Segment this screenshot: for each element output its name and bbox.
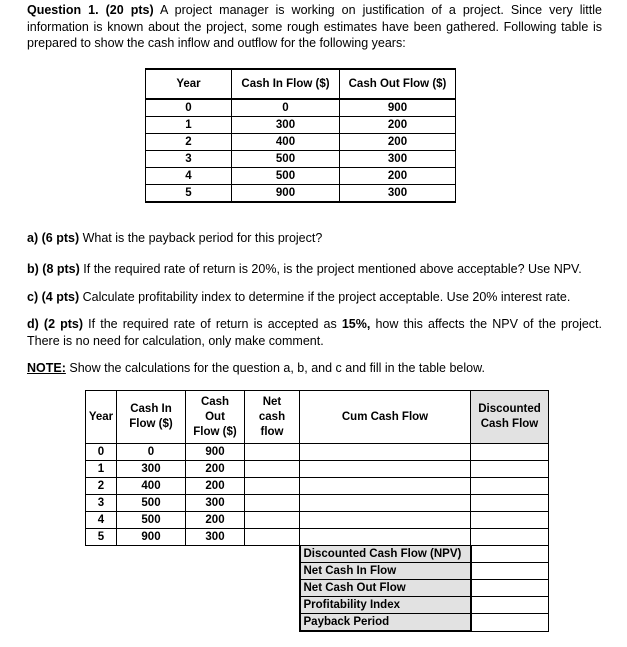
part-points: (8 pts) <box>42 262 80 276</box>
table-row <box>146 185 456 203</box>
part-label: b) <box>27 262 39 276</box>
table-row <box>146 117 456 134</box>
cell-year: 2 <box>146 134 232 151</box>
cell-net[interactable] <box>245 461 300 478</box>
cell-cum[interactable] <box>300 444 471 461</box>
part-label: d) <box>27 317 39 331</box>
cell-discounted[interactable] <box>471 478 549 495</box>
header-cash-in: Cash In Flow ($) <box>232 69 340 99</box>
part-points: (4 pts) <box>41 290 80 304</box>
cell-net[interactable] <box>245 529 300 546</box>
header-line: Cash In <box>130 403 172 415</box>
cell-cash-out: 200 <box>340 134 456 151</box>
table-row <box>86 461 549 478</box>
cell-year: 5 <box>86 529 117 546</box>
cell-year: 1 <box>86 461 117 478</box>
header-cum-cash-flow: Cum Cash Flow <box>300 391 471 444</box>
cell-cum[interactable] <box>300 461 471 478</box>
cell-cash-in: 400 <box>232 134 340 151</box>
cell-cash-out: 200 <box>186 512 245 529</box>
table-row <box>146 168 456 185</box>
question-text <box>27 2 602 52</box>
cell-net[interactable] <box>245 478 300 495</box>
summary-label-payback-period: Payback Period <box>300 614 471 632</box>
header-line: Cash Flow <box>480 418 539 430</box>
header-cash-out <box>186 391 245 444</box>
summary-label-profitability-index: Profitability Index <box>300 597 471 614</box>
table-row <box>86 478 549 495</box>
part-text: If the required rate of return is accepted as <box>88 317 337 331</box>
summary-row <box>86 563 549 580</box>
header-line: Cash <box>200 395 230 408</box>
part-c <box>27 289 602 306</box>
cell-cum[interactable] <box>300 529 471 546</box>
summary-label-npv: Discounted Cash Flow (NPV) <box>300 546 471 563</box>
header-year: Year <box>86 391 117 444</box>
header-net-cash-flow <box>245 391 300 444</box>
cell-year: 4 <box>86 512 117 529</box>
cell-discounted[interactable] <box>471 495 549 512</box>
part-label: c) <box>27 290 39 304</box>
header-cash-in <box>117 391 186 444</box>
note <box>27 360 602 377</box>
cell-discounted[interactable] <box>471 529 549 546</box>
cell-year: 0 <box>146 99 232 117</box>
cash-flow-table <box>145 68 456 203</box>
summary-row <box>86 580 549 597</box>
part-points: (6 pts) <box>41 231 80 245</box>
calculation-table <box>85 390 549 632</box>
cell-year: 5 <box>146 185 232 203</box>
question-points: (20 pts) <box>105 3 154 17</box>
table-row <box>146 134 456 151</box>
header-line: Discounted <box>478 403 541 415</box>
header-line: flow <box>260 425 284 438</box>
part-label: a) <box>27 231 39 245</box>
header-year: Year <box>146 69 232 99</box>
cell-cum[interactable] <box>300 478 471 495</box>
table-row <box>86 512 549 529</box>
part-b <box>27 261 602 278</box>
header-line: Flow ($) <box>193 425 237 438</box>
cell-cash-in: 500 <box>117 512 186 529</box>
cell-cash-out: 900 <box>186 444 245 461</box>
cell-cash-out: 200 <box>340 168 456 185</box>
cell-cash-in: 300 <box>232 117 340 134</box>
cell-cash-in: 500 <box>232 168 340 185</box>
part-text: What is the payback period for this project? <box>82 231 323 245</box>
summary-label-net-cash-out: Net Cash Out Flow <box>300 580 471 597</box>
header-cash-out: Cash Out Flow ($) <box>340 69 456 99</box>
cell-cash-in: 500 <box>232 151 340 168</box>
cell-cash-in: 300 <box>117 461 186 478</box>
cell-cash-out: 200 <box>186 478 245 495</box>
part-text: If the required rate of return is 20%, is the project mentioned above acceptable? Use NPV. <box>83 262 582 276</box>
part-a <box>27 230 602 247</box>
table-row <box>86 444 549 461</box>
summary-row <box>86 614 549 632</box>
table-row <box>86 529 549 546</box>
calc-table-header <box>86 391 549 444</box>
cash-table-header <box>146 69 456 99</box>
cell-year: 2 <box>86 478 117 495</box>
header-line: Flow ($) <box>129 418 173 430</box>
question-number: Question 1. <box>27 3 99 17</box>
summary-label-net-cash-in: Net Cash In Flow <box>300 563 471 580</box>
cell-year: 1 <box>146 117 232 134</box>
table-row <box>86 495 549 512</box>
cell-year: 3 <box>146 151 232 168</box>
header-line: Net <box>262 395 282 408</box>
summary-row <box>86 546 549 563</box>
cell-cum[interactable] <box>300 495 471 512</box>
summary-value[interactable] <box>471 580 549 597</box>
cell-year: 0 <box>86 444 117 461</box>
cell-discounted[interactable] <box>471 444 549 461</box>
summary-value[interactable] <box>471 563 549 580</box>
table-row <box>146 151 456 168</box>
cell-cum[interactable] <box>300 512 471 529</box>
cell-cash-in: 900 <box>117 529 186 546</box>
header-line: cash <box>258 410 286 423</box>
part-rate: 15%, <box>341 317 371 331</box>
cell-cash-out: 300 <box>340 151 456 168</box>
cell-year: 3 <box>86 495 117 512</box>
summary-value[interactable] <box>471 614 549 632</box>
summary-value[interactable] <box>471 597 549 614</box>
question-body: A project manager is working on justification of a project. Since very little information is known about the project, some rough estimates have been gathered. Following table is prepared to show the cash inflow and outflow for the following years: <box>27 3 602 50</box>
note-text: Show the calculations for the question a, b, and c and fill in the table below. <box>69 361 485 375</box>
header-line: Out <box>205 410 225 423</box>
cell-net[interactable] <box>245 512 300 529</box>
part-d <box>27 316 602 349</box>
part-points: (2 pts) <box>43 317 84 331</box>
cell-year: 4 <box>146 168 232 185</box>
table-row <box>146 99 456 117</box>
cell-cash-in: 900 <box>232 185 340 203</box>
cell-net[interactable] <box>245 444 300 461</box>
cell-cash-in: 500 <box>117 495 186 512</box>
cell-cash-out: 300 <box>186 529 245 546</box>
header-discounted-cash-flow <box>471 391 549 444</box>
cell-discounted[interactable] <box>471 461 549 478</box>
cell-cash-in: 0 <box>232 99 340 117</box>
note-label: NOTE: <box>27 361 66 375</box>
cell-cash-in: 400 <box>117 478 186 495</box>
cell-cash-out: 300 <box>186 495 245 512</box>
cell-cash-out: 200 <box>340 117 456 134</box>
part-text: Calculate profitability index to determine if the project acceptable. Use 20% interest rate. <box>82 290 571 304</box>
cell-cash-out: 900 <box>340 99 456 117</box>
cell-discounted[interactable] <box>471 512 549 529</box>
summary-row <box>86 597 549 614</box>
part-text-cont: how this affects the NPV of the project. There is no need for calculation, only make comment. <box>27 317 603 348</box>
cell-net[interactable] <box>245 495 300 512</box>
cell-cash-out: 200 <box>186 461 245 478</box>
cell-cash-out: 300 <box>340 185 456 203</box>
cell-cash-in: 0 <box>117 444 186 461</box>
summary-value[interactable] <box>471 546 549 563</box>
